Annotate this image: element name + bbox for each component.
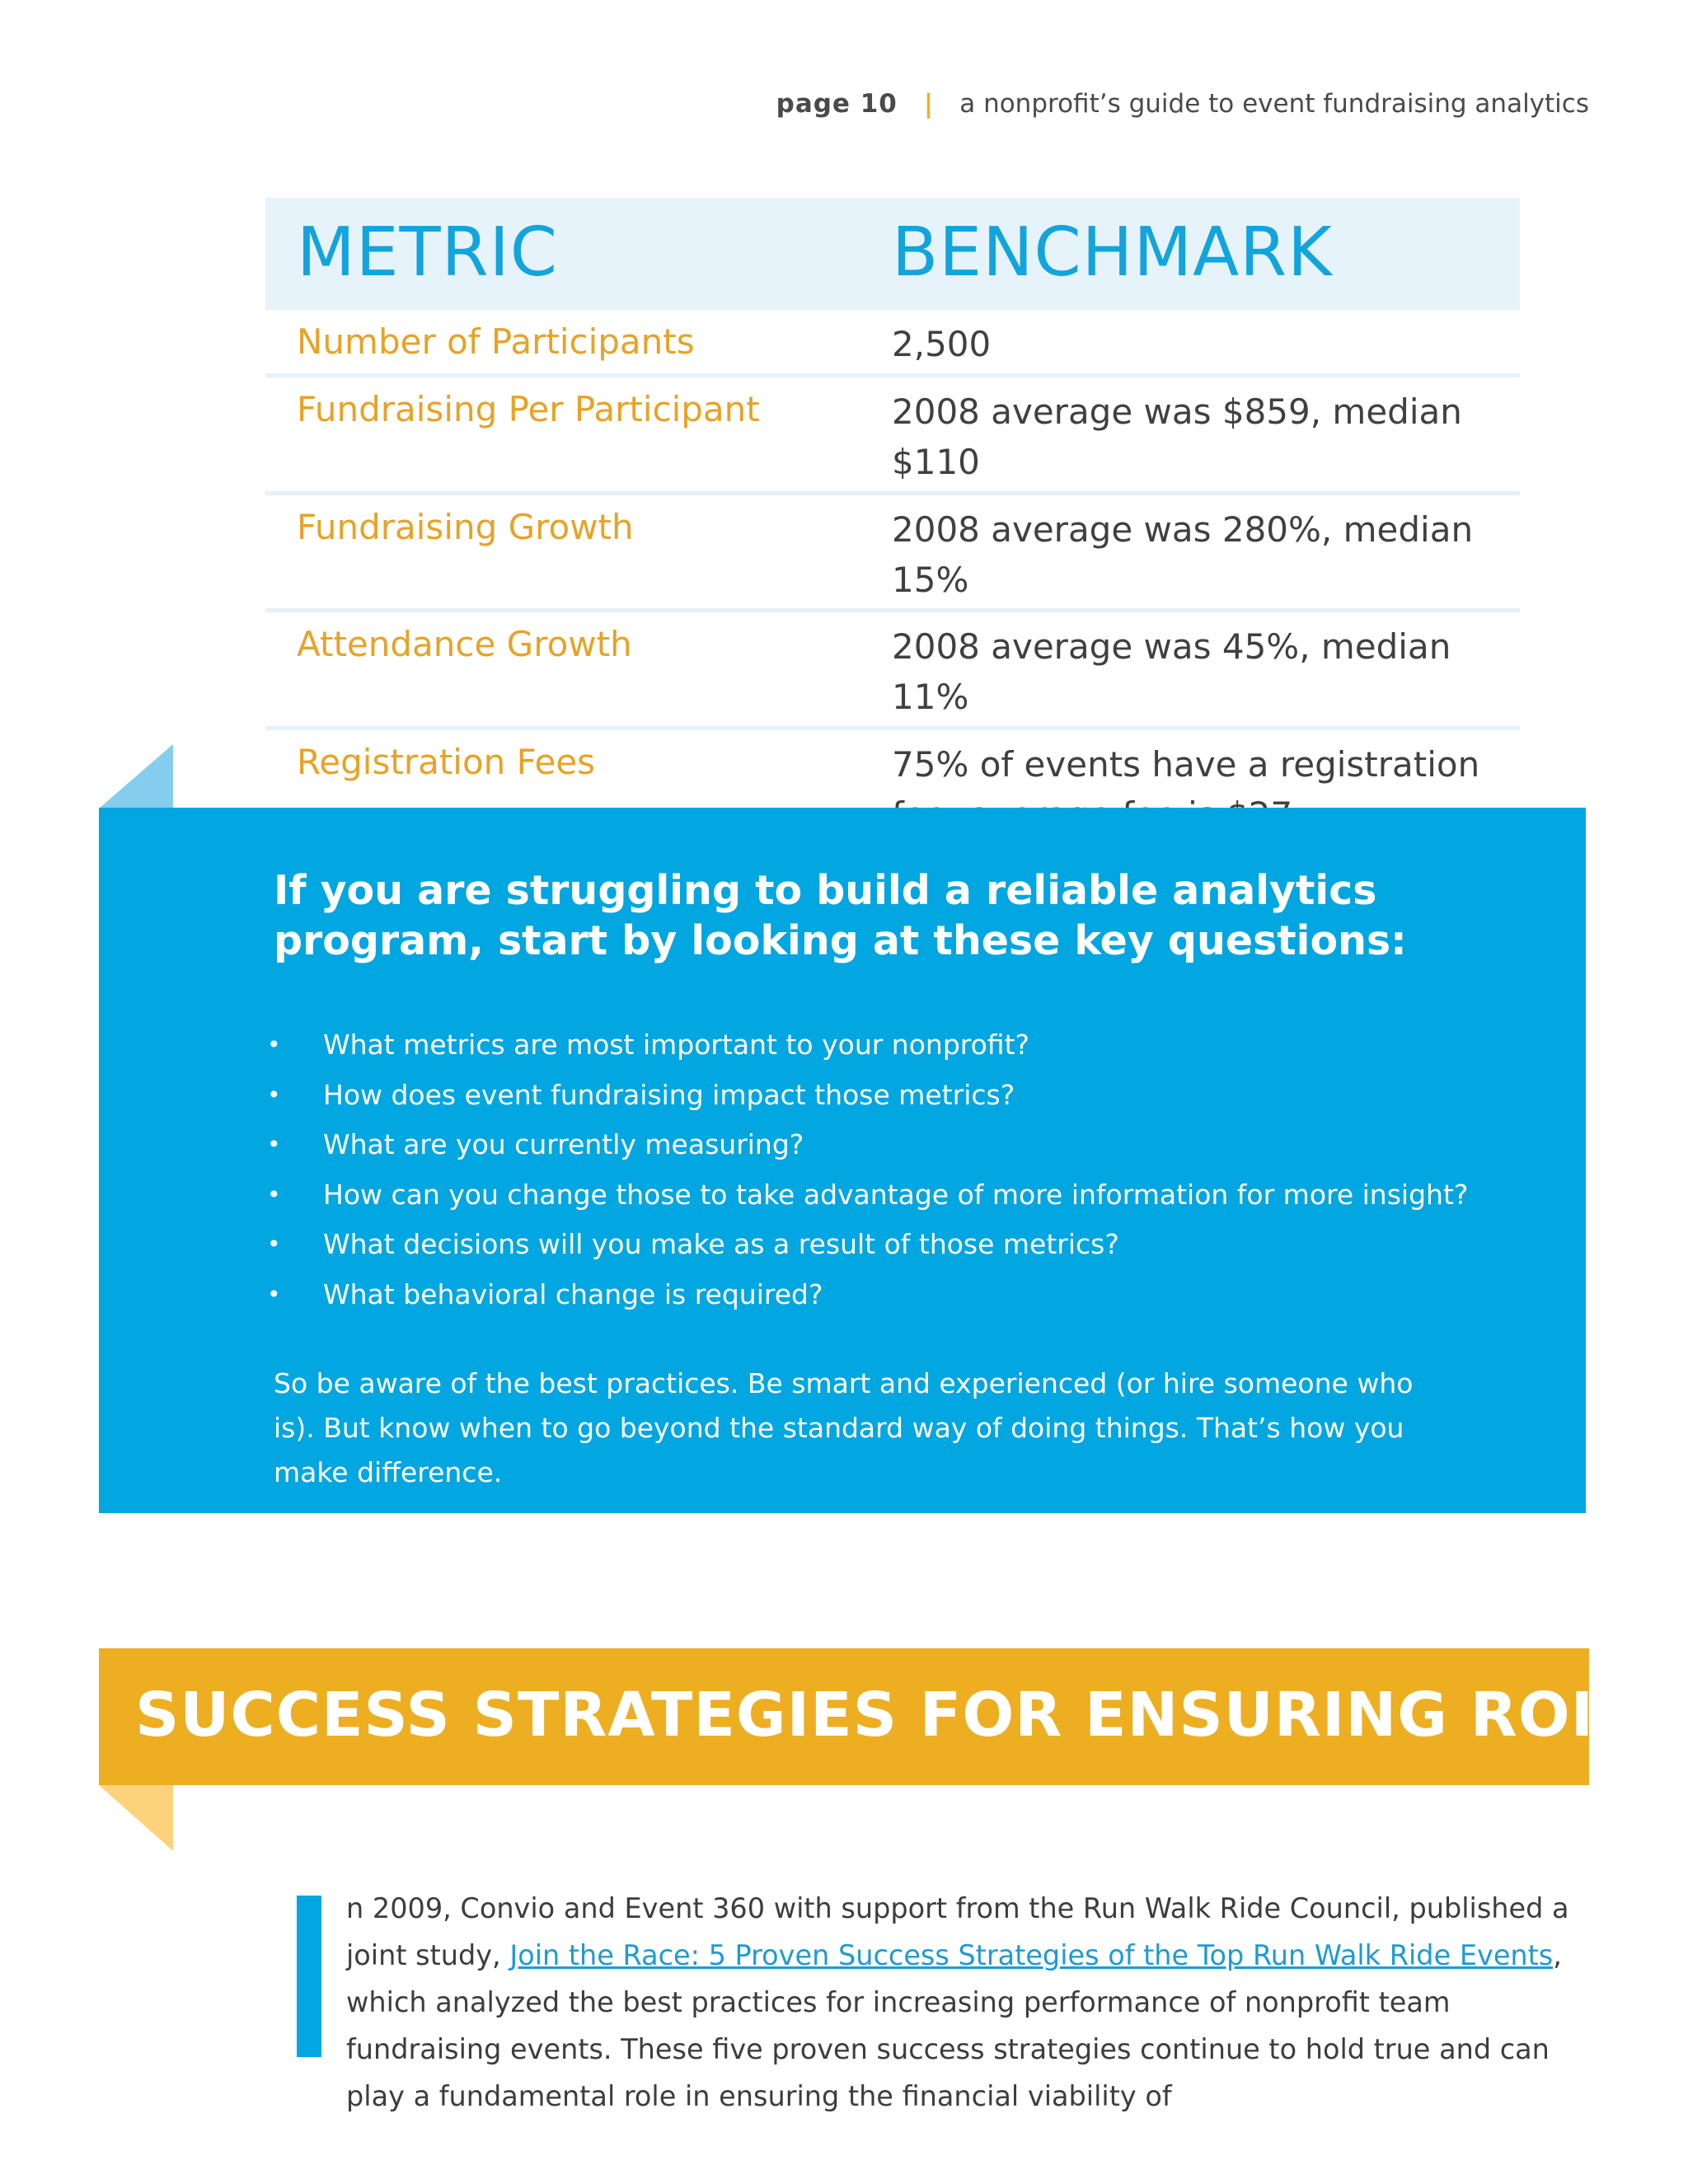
benchmark-cell: 2008 average was 280%, median 15% [892,509,1474,600]
metric-cell: Fundraising Growth [297,506,634,547]
list-item [267,1270,1510,1320]
question-text: How does event fundraising impact those metrics? [323,1078,1015,1111]
table-row [265,495,1520,613]
benchmark-table [265,198,1520,844]
guide-title: a nonprofit’s guide to event fundraising analytics [959,89,1589,119]
question-text: How can you change those to take advantage of more information for more insight? [323,1178,1469,1211]
metric-cell: Number of Participants [297,321,695,362]
bullet-icon: • [267,1280,281,1308]
list-item [267,1220,1510,1270]
benchmark-cell: 75% of events have a registration [892,744,1480,785]
benchmark-cell: 2008 average was $859, median $110 [892,391,1462,482]
question-text: What are you currently measuring? [323,1128,804,1160]
benchmark-cell: 2008 average was 45%, median 11% [892,626,1451,718]
bullet-icon: • [267,1131,281,1158]
bullet-icon: • [267,1080,281,1108]
body-paragraph [346,1885,1582,2120]
callout-heading: If you are struggling to build a reliable analytics program, start by looking at these key questions: [274,867,1407,964]
list-item [267,1071,1510,1121]
section-banner [99,1648,1595,1785]
page-number: page 10 [776,89,898,119]
benchmark-cell: 2,500 [892,324,992,364]
table-row [265,310,1520,377]
table-row [265,612,1520,730]
table-header [265,198,1520,310]
header-separator: | [923,89,934,119]
intro-text: n 2009, Convio and Event 360 with support from the Run Walk Ride Council, published a joint study, [346,1892,1569,1971]
question-text: What metrics are most important to your nonprofit? [323,1029,1030,1061]
section-title: SUCCESS STRATEGIES FOR ENSURING ROI [135,1680,1595,1750]
intro-text-continued: , which analyzed the best practices for increasing performance of nonprofit team fundraising events. These five proven success strategies continue to hold true and can play a fundamental role in ensuring the financial viability of [346,1939,1562,2112]
banner-corner-fold [99,1785,173,1851]
bullet-icon: • [267,1180,281,1208]
metric-cell: Registration Fees [297,742,596,783]
table-row [265,377,1520,495]
running-header [776,89,1589,119]
callout-corner-fold [99,744,173,808]
study-link[interactable]: Join the Race: 5 Proven Success Strategies of the Top Run Walk Ride Events [509,1939,1554,1971]
list-item [267,1120,1510,1170]
list-item [267,1170,1510,1221]
key-questions-callout [99,808,1586,1513]
bullet-icon: • [267,1031,281,1058]
column-header-benchmark: BENCHMARK [892,213,1333,292]
list-item [267,1020,1510,1071]
column-header-metric: METRIC [297,213,559,292]
key-questions-list [267,1020,1510,1319]
question-text: What behavioral change is required? [323,1277,823,1310]
callout-closing-paragraph: So be aware of the best practices. Be smart and experienced (or hire someone who is). But know when to go beyond the standard way of doing things. That’s how you make difference. [274,1367,1414,1488]
question-text: What decisions will you make as a result of those metrics? [323,1228,1119,1260]
drop-cap-i [297,1896,321,2057]
metric-cell: Attendance Growth [297,624,632,665]
metric-cell: Fundraising Per Participant [297,388,760,429]
bullet-icon: • [267,1230,281,1258]
